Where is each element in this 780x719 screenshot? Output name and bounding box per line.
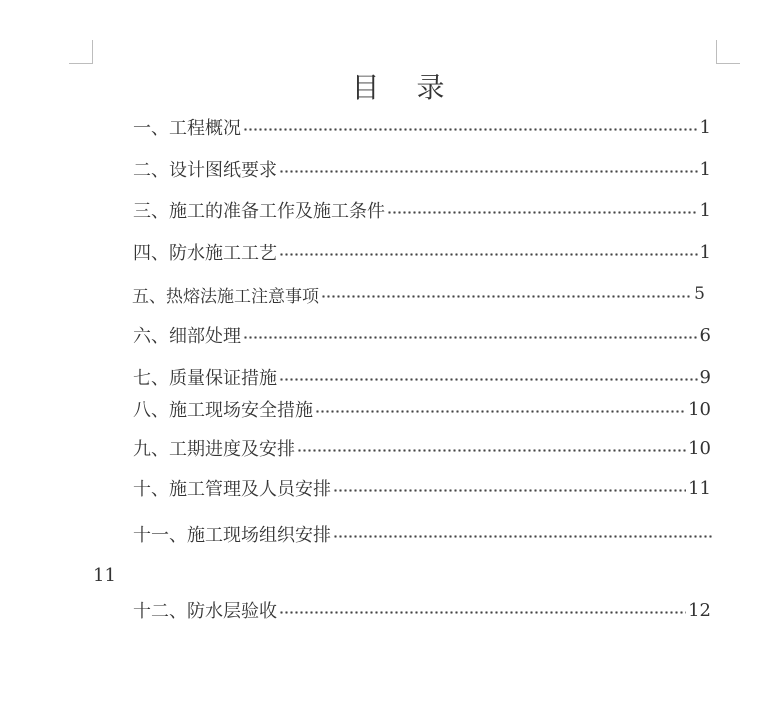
- toc-entry[interactable]: [133, 238, 711, 266]
- toc-entry-label: 七、质量保证措施: [133, 368, 277, 389]
- toc-entry-page: 1: [699, 158, 711, 180]
- toc-entry-label: 三、施工的准备工作及施工条件: [133, 201, 385, 222]
- toc-entry[interactable]: [133, 434, 711, 462]
- toc-entry-page: 1: [699, 199, 711, 221]
- toc-entry[interactable]: [133, 363, 711, 391]
- margin-corner-top-left: [69, 40, 93, 64]
- dot-leader: [321, 295, 692, 298]
- dot-leader: [333, 535, 713, 538]
- toc-entry[interactable]: [133, 321, 711, 349]
- toc-entry-label: 五、热熔法施工注意事项: [132, 286, 319, 307]
- toc-entry[interactable]: [132, 280, 705, 308]
- toc-entry-page: 10: [688, 437, 711, 459]
- toc-entry-label: 二、设计图纸要求: [133, 160, 277, 181]
- toc-entry-label: 十二、防水层验收: [133, 601, 277, 622]
- dot-leader: [387, 211, 698, 214]
- toc-entry-label: 九、工期进度及安排: [133, 439, 295, 460]
- dot-leader: [243, 128, 698, 131]
- toc-entry[interactable]: [133, 113, 711, 141]
- dot-leader: [297, 449, 686, 452]
- toc-entry-page: 12: [688, 599, 711, 621]
- toc-entry-page: 5: [694, 284, 705, 304]
- dot-leader: [279, 378, 698, 381]
- toc-entry[interactable]: [133, 520, 715, 548]
- toc-entry-label: 四、防水施工工艺: [133, 243, 277, 264]
- toc-entry[interactable]: [133, 155, 711, 183]
- toc-entry-label: 六、细部处理: [133, 326, 241, 347]
- toc-entry-page: 6: [699, 324, 711, 346]
- toc-entry[interactable]: [133, 474, 711, 502]
- toc-entry-label: 十、施工管理及人员安排: [133, 479, 331, 500]
- toc-entry[interactable]: [133, 196, 711, 224]
- toc-entry-label: 十一、施工现场组织安排: [133, 525, 331, 546]
- dot-leader: [279, 253, 698, 256]
- dot-leader: [243, 336, 698, 339]
- dot-leader: [315, 410, 686, 413]
- toc-entry-page: 1: [699, 116, 711, 138]
- dot-leader: [279, 611, 686, 614]
- toc-entry-label: 八、施工现场安全措施: [133, 400, 313, 421]
- toc-entry-label: 一、工程概况: [133, 118, 241, 139]
- toc-title: 目 录: [351, 71, 459, 104]
- toc-entry[interactable]: [133, 596, 711, 624]
- toc-entry-page: 10: [688, 398, 711, 420]
- toc-entry-page: 9: [699, 366, 711, 388]
- dot-leader: [279, 170, 698, 173]
- dot-leader: [333, 489, 686, 492]
- toc-entry-page-wrapped: 11: [93, 565, 116, 586]
- margin-corner-top-right: [716, 40, 740, 64]
- toc-entry[interactable]: [133, 395, 711, 423]
- toc-entry-page: 11: [688, 477, 711, 499]
- toc-entry-page: 1: [699, 241, 711, 263]
